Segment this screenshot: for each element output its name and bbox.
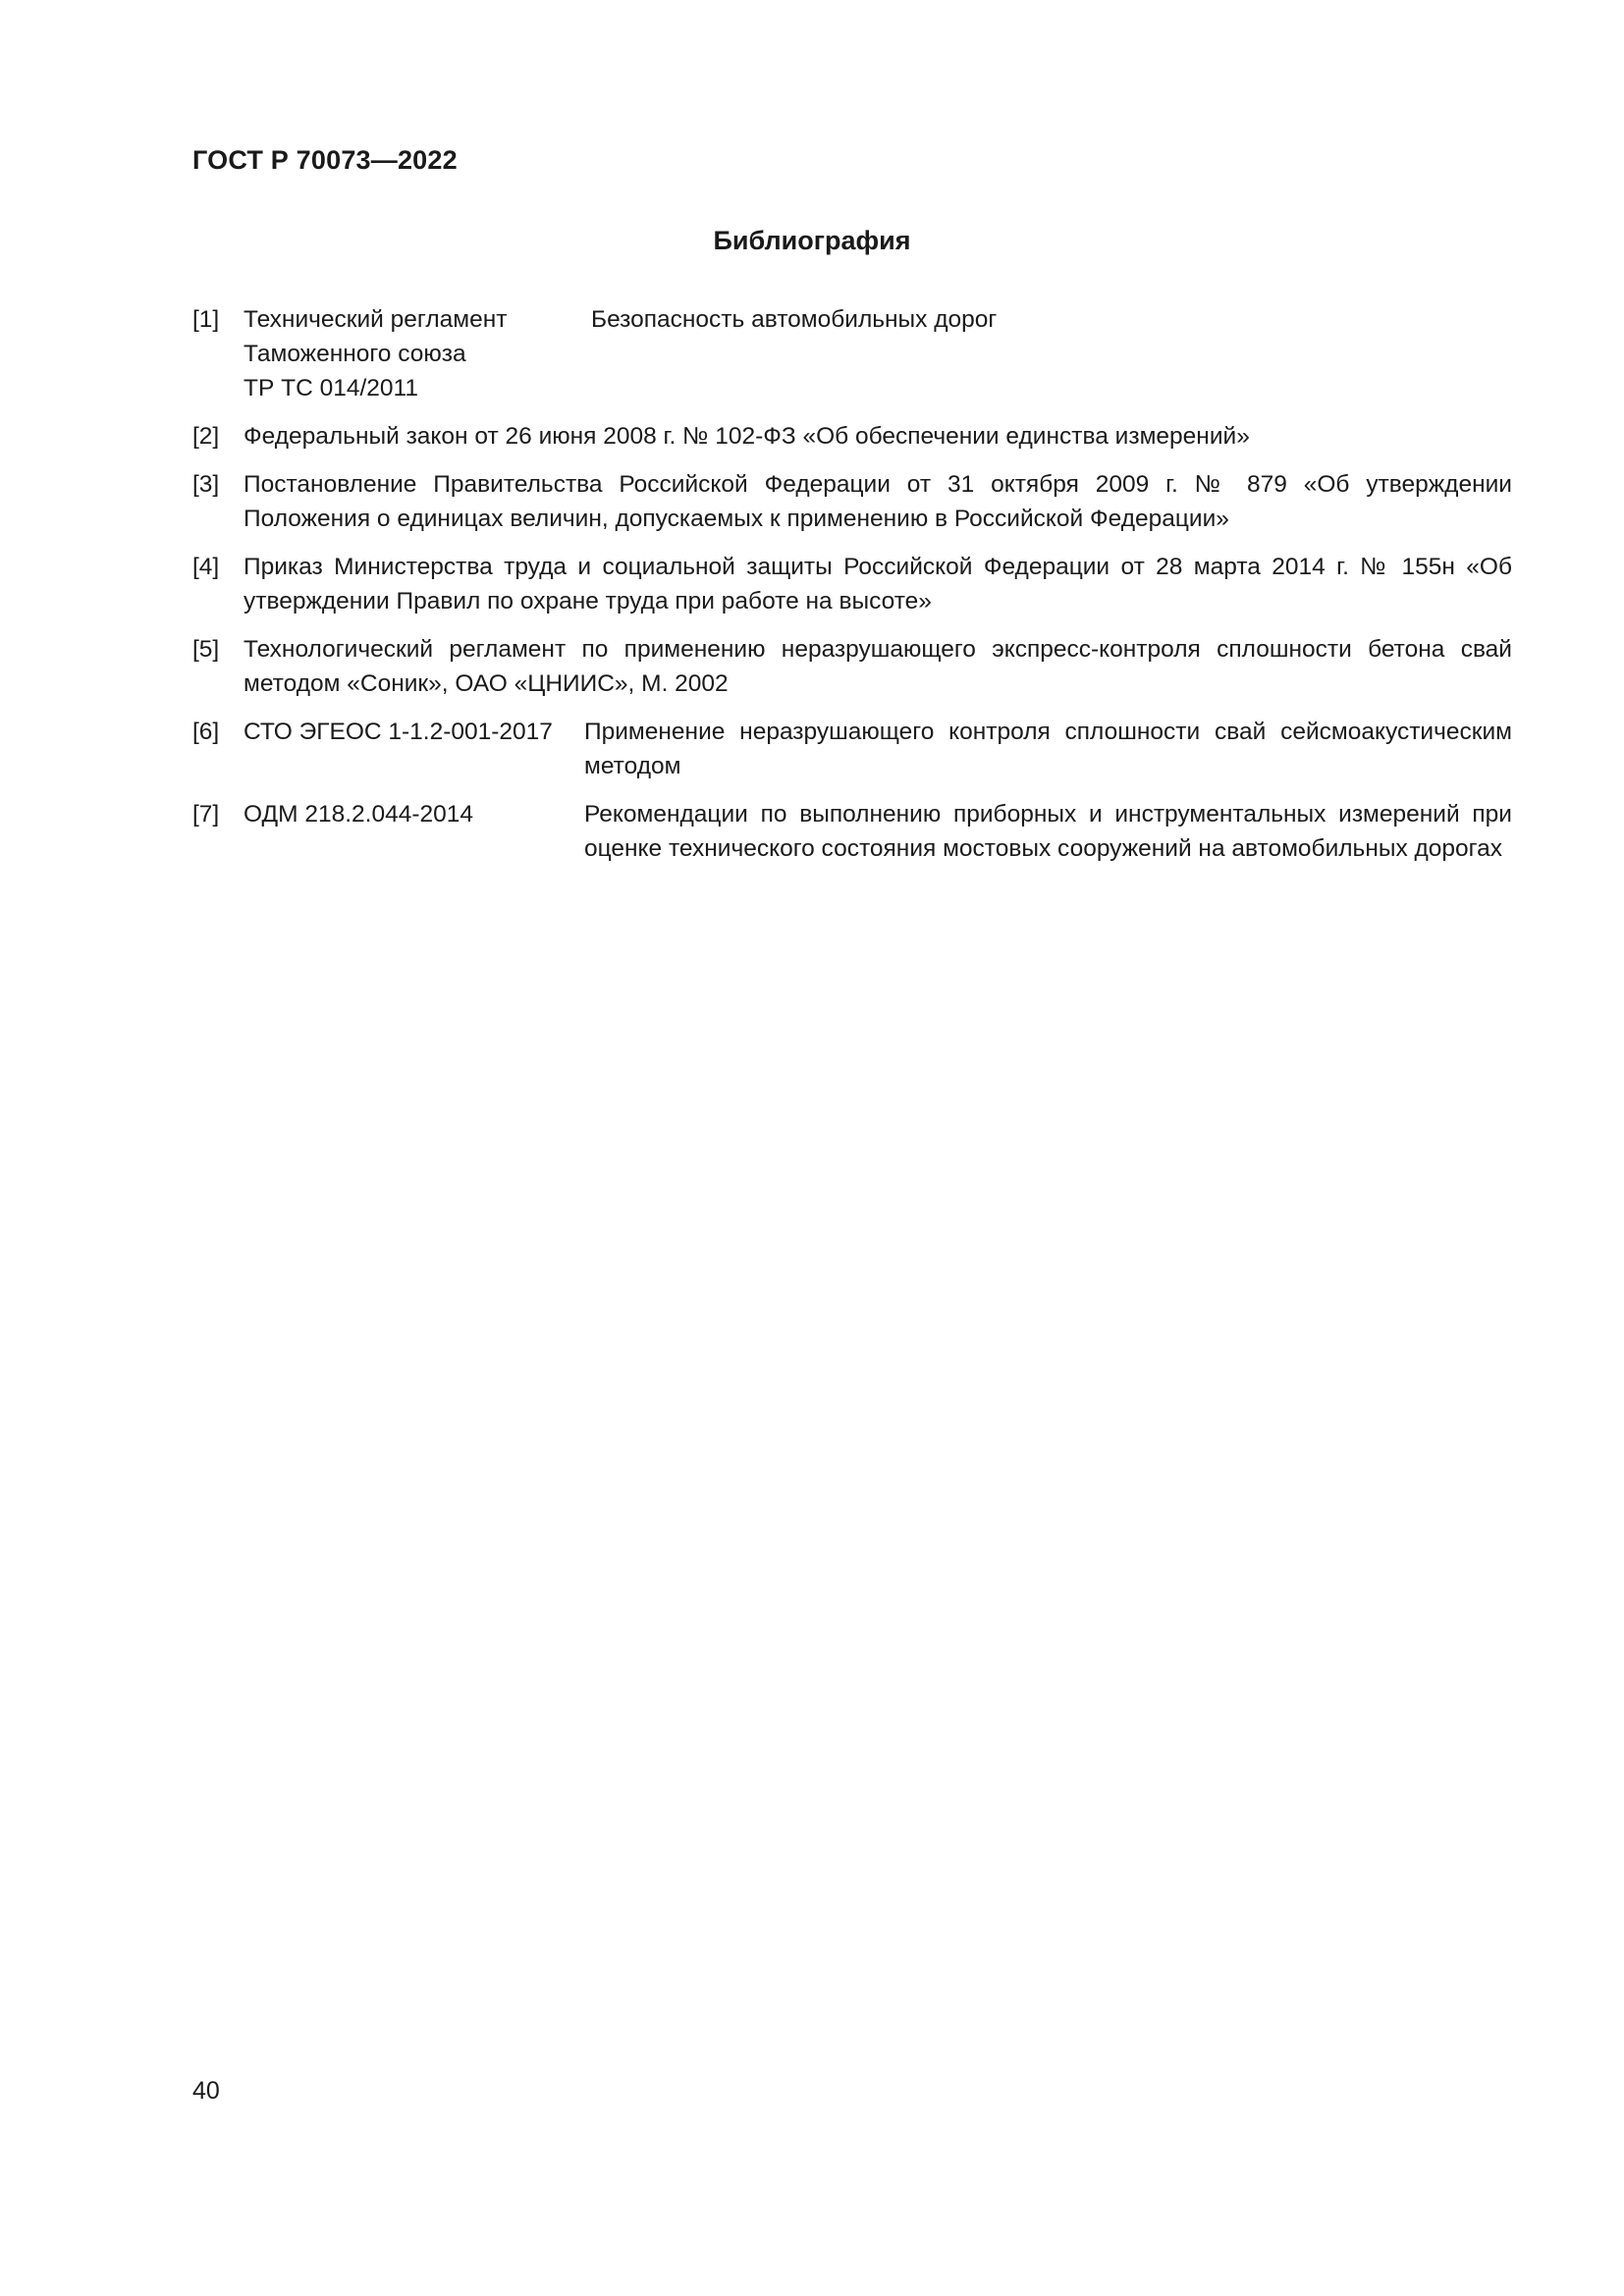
entry-reference [244, 302, 591, 405]
page-number: 40 [192, 2077, 220, 2105]
bibliography-entry [192, 419, 1512, 454]
entry-number: [4] [192, 554, 220, 580]
entry-text: Постановление Правительства Российской Федерации от 31 октября 2009 г. № 879 «Об утверждении Положения о единицах величин, допускаемых к применению в Российской Федерации» [244, 471, 1512, 532]
entry-text: Приказ Министерства труда и социальной защиты Российской Федерации от 28 марта 2014 г. № 155н «Об утверждении Правил по охране труда при работе на высоте» [244, 554, 1512, 614]
section-title: Библиография [713, 226, 911, 255]
entry-number: [7] [192, 801, 220, 828]
entry-number: [2] [192, 423, 220, 450]
document-id: ГОСТ Р 70073—2022 [192, 145, 458, 175]
entry-reference-line: Таможенного союза [244, 341, 466, 367]
entry-reference: ОДМ 218.2.044-2014 [244, 801, 473, 828]
entry-text: Технологический регламент по применению неразрушающего экспресс-контроля сплошности бетона свай методом «Соник», ОАО «ЦНИИС», М. 2002 [244, 636, 1512, 697]
entry-title: Безопасность автомобильных дорог [591, 306, 998, 333]
bibliography-entry [192, 550, 1512, 618]
entry-reference-line: Технический регламент [244, 306, 508, 333]
bibliography-list [192, 302, 1512, 880]
entry-number: [6] [192, 719, 220, 745]
bibliography-entry [192, 715, 1512, 783]
entry-text: Федеральный закон от 26 июня 2008 г. № 102-ФЗ «Об обеспечении единства измерений» [244, 423, 1250, 450]
entry-reference: СТО ЭГЕОС 1-1.2-001-2017 [244, 719, 553, 745]
bibliography-entry [192, 467, 1512, 536]
entry-number: [1] [192, 306, 220, 333]
bibliography-entry [192, 632, 1512, 701]
bibliography-entry [192, 302, 1512, 405]
entry-title: Применение неразрушающего контроля сплошности свай сейсмоакустическим методом [584, 719, 1512, 779]
bibliography-entry [192, 797, 1512, 866]
entry-number: [3] [192, 471, 220, 498]
entry-number: [5] [192, 636, 220, 663]
entry-title: Рекомендации по выполнению приборных и инструментальных измерений при оценке технического состояния мостовых сооружений на автомобильных дорогах [584, 801, 1512, 862]
entry-reference-line: ТР ТС 014/2011 [244, 375, 418, 401]
